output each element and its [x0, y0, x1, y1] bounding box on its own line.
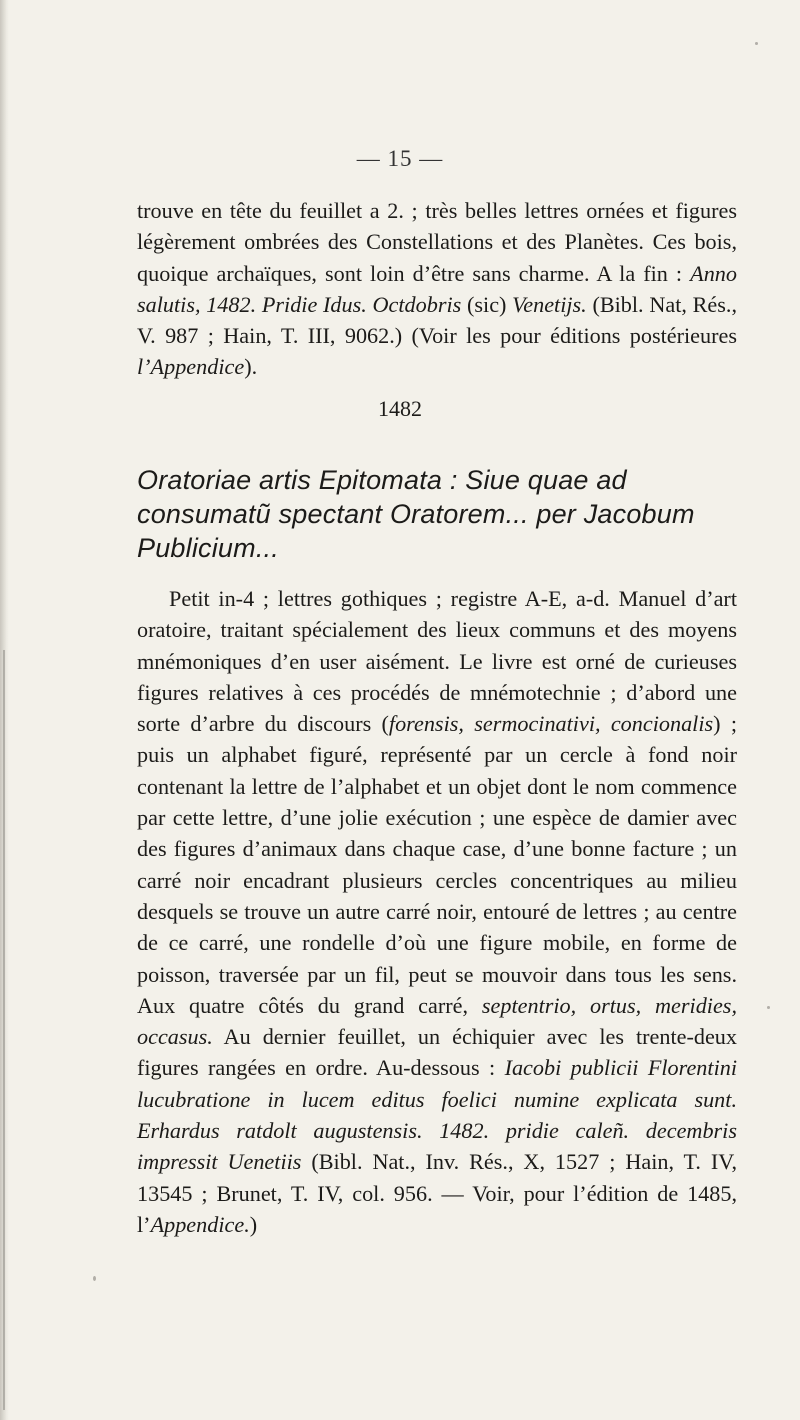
p2-italic-4: Appendice.	[150, 1211, 250, 1237]
page-number: — 15 —	[356, 146, 444, 171]
p2-text-1: Petit in-4 ; lettres gothiques ; registre A-E, a-d. Manuel d’art oratoire, traitant spécialement des lieux communs et des moyens mnémoniques d’en user aisément. Le livre est orné de curieuses figures relatives à ces procédés de mnémotechnie ; d’abord une sorte d’arbre du discours (	[137, 586, 737, 737]
p2-text-2: ) ; puis un alphabet figuré, représenté par un cercle à fond noir contenant la lettre de l’alphabet et un objet dont le nom commence par cette lettre, d’une jolie exécution ; une espèce de damier avec des figures d’animaux dans chaque case, d’une bonne facture ; un carré noir encadrant plusieurs cercles concentriques au milieu desquels se trouve un autre carré noir, entouré de lettres ; au centre de ce carré, une rondelle d’où une figure mobile, en forme de poisson, traversée par un fil, peut se mouvoir dans tous les sens. Aux quatre côtés du grand carré,	[137, 711, 737, 1018]
page-edge-line	[3, 650, 5, 1410]
paper-speck	[755, 42, 758, 45]
entry-title: Oratoriae artis Epitomata : Siue quae ad consumatũ spectant Oratorem... per Jacobum Publicium...	[137, 465, 695, 563]
paper-speck	[767, 1006, 770, 1009]
paragraph-continuation	[137, 195, 737, 383]
p1-italic-1: Anno salutis, 1482. Pridie Idus. Octdobris	[137, 260, 737, 317]
paper-speck	[93, 1276, 96, 1281]
p2-text-3: Au dernier feuillet, un échiquier avec les trente-deux figures rangées en ordre. Au-dessous :	[137, 1024, 737, 1081]
p2-italic-2: septentrio, ortus, meridies, occasus.	[137, 992, 737, 1050]
p2-italic-3: Iacobi publicii Florentini lucubratione in lucem editus foelici numine explicata sunt. Erhardus ratdolt augustensis. 1482. pridie caleñ. decembris impressit Uenetiis	[137, 1055, 737, 1175]
p1-text-2: (sic)	[461, 291, 513, 317]
p1-text-4: ).	[244, 354, 258, 380]
p2-text-5: )	[249, 1211, 258, 1237]
p2-italic-1: forensis, sermocinativi, concionalis	[388, 711, 714, 737]
p1-italic-2: Venetijs.	[512, 291, 587, 317]
p1-text-1: trouve en tête du feuillet a 2. ; très belles lettres ornées et figures légèrement ombrées des Constellations et des Planètes. Ces bois, quoique archaïques, sont loin d’être sans charme. A la fin :	[137, 198, 737, 286]
entry-year: 1482	[378, 396, 422, 421]
p1-italic-3: l’Appendice	[137, 354, 245, 380]
p2-text-4: (Bibl. Nat., Inv. Rés., X, 1527 ; Hain, T. IV, 13545 ; Brunet, T. IV, col. 956. — Voir, pour l’édition de 1485, l’	[137, 1149, 738, 1237]
entry-description	[137, 583, 737, 1240]
p1-text-3: (Bibl. Nat, Rés., V. 987 ; Hain, T. III, 9062.) (Voir les pour éditions postérieures	[137, 291, 737, 349]
